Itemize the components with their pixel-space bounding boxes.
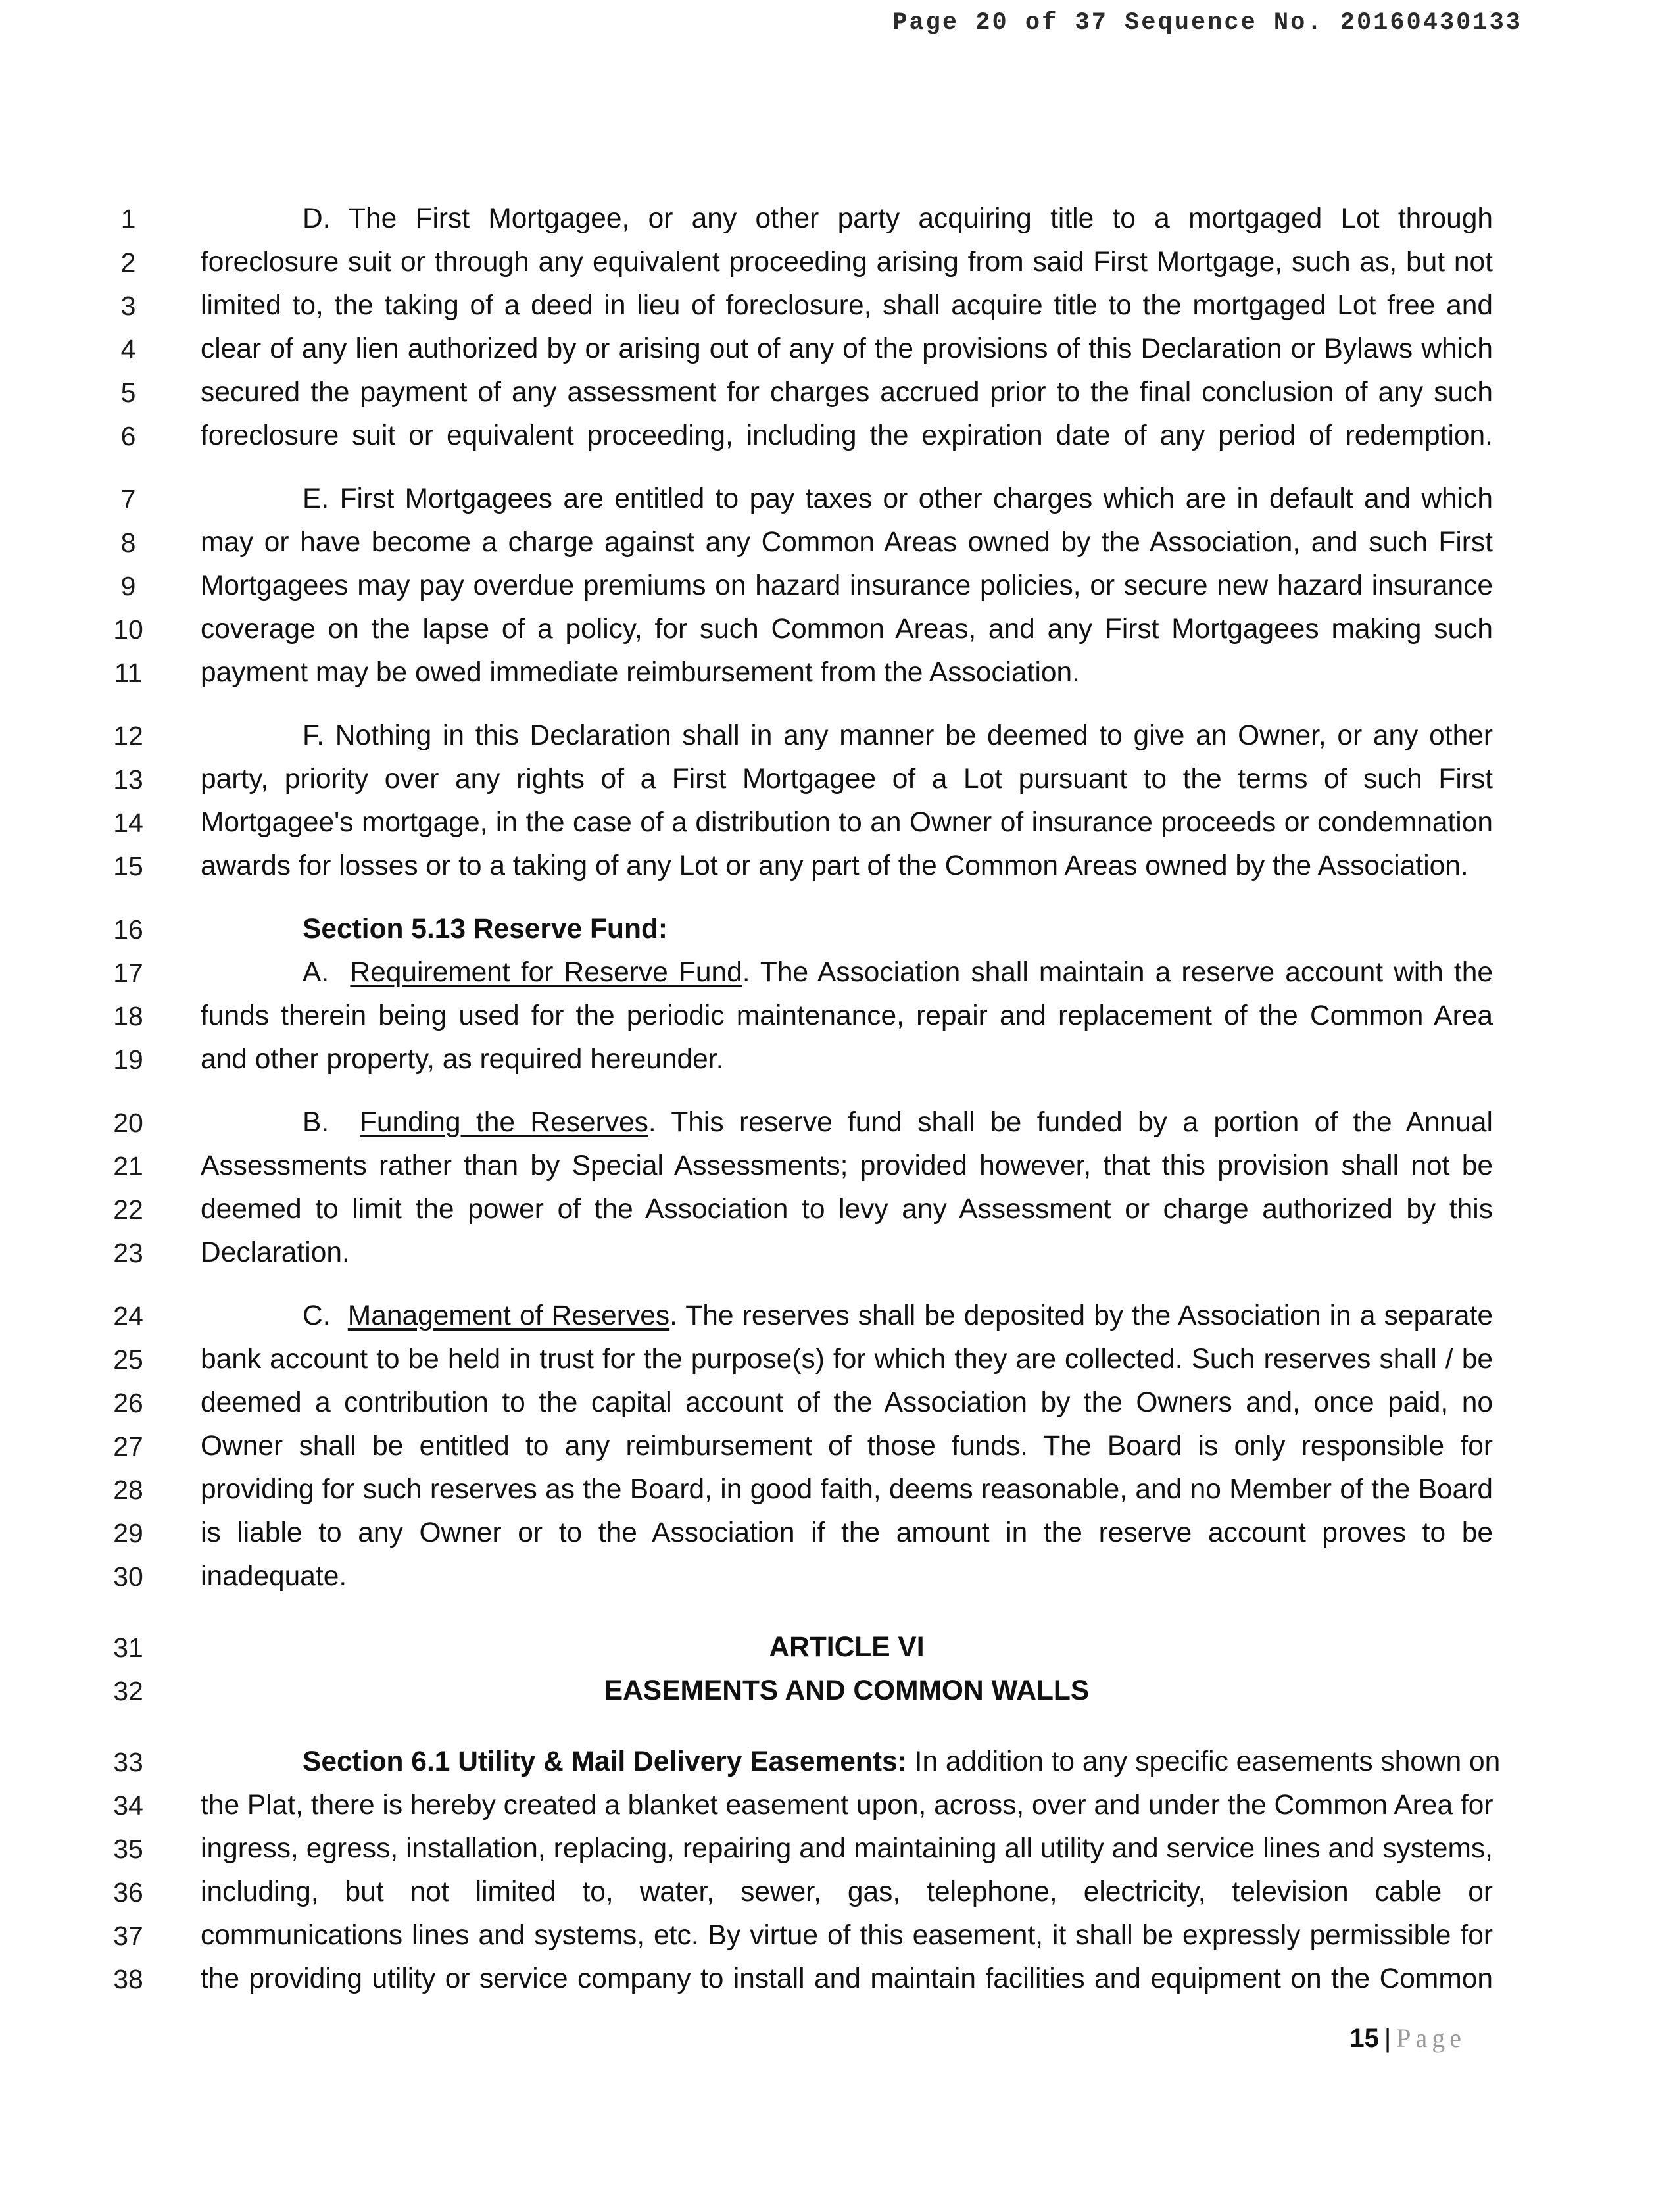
line-number: 2 bbox=[120, 247, 136, 278]
line-text: the Plat, there is hereby created a blanket easement upon, across, over and under the Common Area for bbox=[201, 1790, 1493, 1821]
line-35 bbox=[99, 1827, 1493, 1871]
line-text: E. First Mortgagees are entitled to pay taxes or other charges which are in default and which bbox=[303, 483, 1493, 514]
line-text: foreclosure suit or equivalent proceeding, including the expiration date of any period of redemption. bbox=[201, 420, 1493, 451]
line-number: 27 bbox=[113, 1431, 143, 1462]
line-number: 24 bbox=[113, 1301, 143, 1331]
line-number: 38 bbox=[113, 1964, 143, 1994]
line-text: coverage on the lapse of a policy, for such Common Areas, and any First Mortgagees making such bbox=[201, 614, 1493, 645]
line-4 bbox=[99, 328, 1493, 371]
line-text: and other property, as required hereunder. bbox=[201, 1044, 724, 1075]
line-text: including, but not limited to, water, sewer, gas, telephone, electricity, television cable or bbox=[201, 1877, 1493, 1907]
line-text bbox=[201, 951, 1493, 995]
page-header-sequence: Page 20 of 37 Sequence No. 20160430133 bbox=[892, 9, 1522, 37]
line-16 bbox=[99, 908, 1493, 951]
article-title: EASEMENTS AND COMMON WALLS bbox=[604, 1675, 1090, 1706]
line-number: 4 bbox=[120, 334, 136, 364]
line-number: 1 bbox=[120, 204, 136, 234]
line-number: 31 bbox=[113, 1633, 143, 1663]
subsection-title: Funding the Reserves bbox=[359, 1107, 648, 1138]
line-number: 10 bbox=[113, 614, 143, 645]
line-number: 5 bbox=[120, 378, 136, 408]
line-31 bbox=[99, 1626, 1493, 1669]
line-number: 35 bbox=[113, 1834, 143, 1864]
line-1 bbox=[99, 197, 1493, 241]
line-text: Mortgagee's mortgage, in the case of a distribution to an Owner of insurance proceeds or condemnation bbox=[201, 807, 1493, 838]
line-number: 23 bbox=[113, 1238, 143, 1268]
line-text: D. The First Mortgagee, or any other party acquiring title to a mortgaged Lot through bbox=[303, 203, 1493, 234]
line-24 bbox=[99, 1294, 1493, 1338]
line-12 bbox=[99, 714, 1493, 758]
line-text: ingress, egress, installation, replacing, repairing and maintaining all utility and service lines and systems, bbox=[201, 1833, 1493, 1864]
line-number: 12 bbox=[113, 721, 143, 751]
line-number: 8 bbox=[120, 528, 136, 558]
line-text: bank account to be held in trust for the purpose(s) for which they are collected. Such reserves shall / be bbox=[201, 1344, 1493, 1375]
line-20 bbox=[99, 1101, 1493, 1144]
line-18 bbox=[99, 995, 1493, 1038]
document-body bbox=[99, 197, 1501, 2001]
line-text: F. Nothing in this Declaration shall in any manner be deemed to give an Owner, or any other bbox=[303, 720, 1493, 751]
line-8 bbox=[99, 521, 1493, 564]
line-19 bbox=[99, 1038, 1493, 1081]
line-number: 11 bbox=[114, 658, 143, 688]
line-number: 26 bbox=[113, 1388, 143, 1418]
line-number: 13 bbox=[113, 764, 143, 795]
section-title: Section 5.13 Reserve Fund: bbox=[303, 914, 668, 945]
line-text bbox=[201, 1740, 1501, 1784]
line-number: 30 bbox=[113, 1561, 143, 1592]
subsection-letter: B. bbox=[303, 1107, 329, 1138]
line-text bbox=[201, 1101, 1493, 1144]
line-29 bbox=[99, 1512, 1493, 1555]
line-23 bbox=[99, 1231, 1493, 1275]
subsection-title: Requirement for Reserve Fund bbox=[350, 957, 742, 988]
line-30 bbox=[99, 1555, 1493, 1598]
line-13 bbox=[99, 758, 1493, 801]
line-number: 29 bbox=[113, 1518, 143, 1548]
line-text: Assessments rather than by Special Assessments; provided however, that this provision shall not be bbox=[201, 1150, 1493, 1181]
line-7 bbox=[99, 478, 1493, 521]
article-number: ARTICLE VI bbox=[769, 1632, 925, 1663]
line-text: party, priority over any rights of a First Mortgagee of a Lot pursuant to the terms of such First bbox=[201, 764, 1493, 795]
line-text bbox=[201, 1294, 1493, 1338]
line-37 bbox=[99, 1914, 1493, 1957]
line-2 bbox=[99, 241, 1493, 284]
line-number: 36 bbox=[113, 1877, 143, 1907]
line-33 bbox=[99, 1740, 1501, 1784]
section-title: Section 6.1 Utility & Mail Delivery Easements: bbox=[303, 1746, 907, 1777]
line-text: awards for losses or to a taking of any Lot or any part of the Common Areas owned by the Association. bbox=[201, 850, 1469, 881]
line-number: 3 bbox=[120, 291, 136, 321]
line-number: 6 bbox=[120, 421, 136, 451]
line-text-rest: . The Association shall maintain a reserve account with the bbox=[742, 957, 1493, 988]
line-number: 37 bbox=[113, 1921, 143, 1951]
line-number: 14 bbox=[113, 808, 143, 838]
line-text: communications lines and systems, etc. By virtue of this easement, it shall be expressly permissible for bbox=[201, 1920, 1493, 1951]
line-number: 21 bbox=[113, 1151, 143, 1181]
page-word: Page bbox=[1396, 2023, 1466, 2053]
line-number: 34 bbox=[113, 1790, 143, 1821]
line-5 bbox=[99, 371, 1493, 414]
line-26 bbox=[99, 1381, 1493, 1425]
line-6 bbox=[99, 414, 1493, 458]
line-text: inadequate. bbox=[201, 1561, 347, 1592]
line-32 bbox=[99, 1669, 1493, 1713]
footer-separator: | bbox=[1384, 2024, 1392, 2053]
line-9 bbox=[99, 564, 1493, 608]
line-text: funds therein being used for the periodic maintenance, repair and replacement of the Common Area bbox=[201, 1000, 1493, 1031]
line-number: 15 bbox=[113, 851, 143, 881]
line-text: foreclosure suit or through any equivalent proceeding arising from said First Mortgage, such as, but not bbox=[201, 247, 1493, 278]
line-3 bbox=[99, 284, 1493, 328]
line-number: 25 bbox=[113, 1344, 143, 1375]
line-36 bbox=[99, 1871, 1493, 1914]
subsection-title: Management of Reserves bbox=[347, 1300, 670, 1331]
line-38 bbox=[99, 1957, 1493, 2001]
line-text: Declaration. bbox=[201, 1237, 350, 1268]
line-22 bbox=[99, 1188, 1493, 1231]
subsection-letter: C. bbox=[303, 1300, 331, 1331]
line-number: 19 bbox=[113, 1045, 143, 1075]
line-28 bbox=[99, 1468, 1493, 1512]
line-text: Owner shall be entitled to any reimbursement of those funds. The Board is only responsible for bbox=[201, 1431, 1493, 1462]
line-number: 32 bbox=[113, 1676, 143, 1706]
line-text: deemed a contribution to the capital account of the Association by the Owners and, once paid, no bbox=[201, 1387, 1493, 1418]
line-15 bbox=[99, 845, 1493, 888]
line-text: providing for such reserves as the Board, in good faith, deems reasonable, and no Member of the Board bbox=[201, 1474, 1493, 1505]
line-11 bbox=[99, 651, 1493, 695]
line-21 bbox=[99, 1144, 1493, 1188]
line-text-rest: . This reserve fund shall be funded by a portion of the Annual bbox=[648, 1107, 1493, 1138]
line-14 bbox=[99, 801, 1493, 845]
page-number: 15 bbox=[1349, 2024, 1379, 2053]
line-number: 16 bbox=[113, 914, 143, 945]
line-text: the providing utility or service company to install and maintain facilities and equipment on the Common bbox=[201, 1963, 1493, 1994]
line-27 bbox=[99, 1425, 1493, 1468]
line-number: 17 bbox=[113, 958, 143, 988]
line-number: 9 bbox=[120, 571, 136, 601]
line-number: 22 bbox=[113, 1194, 143, 1225]
subsection-letter: A. bbox=[303, 957, 329, 988]
line-number: 33 bbox=[113, 1747, 143, 1777]
line-number: 28 bbox=[113, 1475, 143, 1505]
line-25 bbox=[99, 1338, 1493, 1381]
line-number: 18 bbox=[113, 1001, 143, 1031]
line-text-rest: . The reserves shall be deposited by the Association in a separate bbox=[669, 1300, 1493, 1331]
line-34 bbox=[99, 1784, 1493, 1827]
line-number: 7 bbox=[120, 484, 136, 514]
line-text: secured the payment of any assessment for charges accrued prior to the final conclusion of any such bbox=[201, 377, 1493, 408]
line-text: payment may be owed immediate reimbursement from the Association. bbox=[201, 657, 1080, 688]
line-17 bbox=[99, 951, 1493, 995]
line-10 bbox=[99, 608, 1493, 651]
line-text: deemed to limit the power of the Association to levy any Assessment or charge authorized by this bbox=[201, 1194, 1493, 1225]
line-text: clear of any lien authorized by or arising out of any of the provisions of this Declaration or Bylaws which bbox=[201, 333, 1493, 364]
line-text: Mortgagees may pay overdue premiums on hazard insurance policies, or secure new hazard insurance bbox=[201, 570, 1493, 601]
line-text: is liable to any Owner or to the Association if the amount in the reserve account proves to be bbox=[201, 1517, 1493, 1548]
line-text-rest: In addition to any specific easements shown on bbox=[906, 1746, 1501, 1777]
section-heading bbox=[201, 908, 1493, 951]
line-number: 20 bbox=[113, 1108, 143, 1138]
line-text: may or have become a charge against any Common Areas owned by the Association, and such First bbox=[201, 527, 1493, 558]
page-footer bbox=[1349, 2023, 1466, 2053]
line-text: limited to, the taking of a deed in lieu of foreclosure, shall acquire title to the mortgaged Lot free and bbox=[201, 290, 1493, 321]
